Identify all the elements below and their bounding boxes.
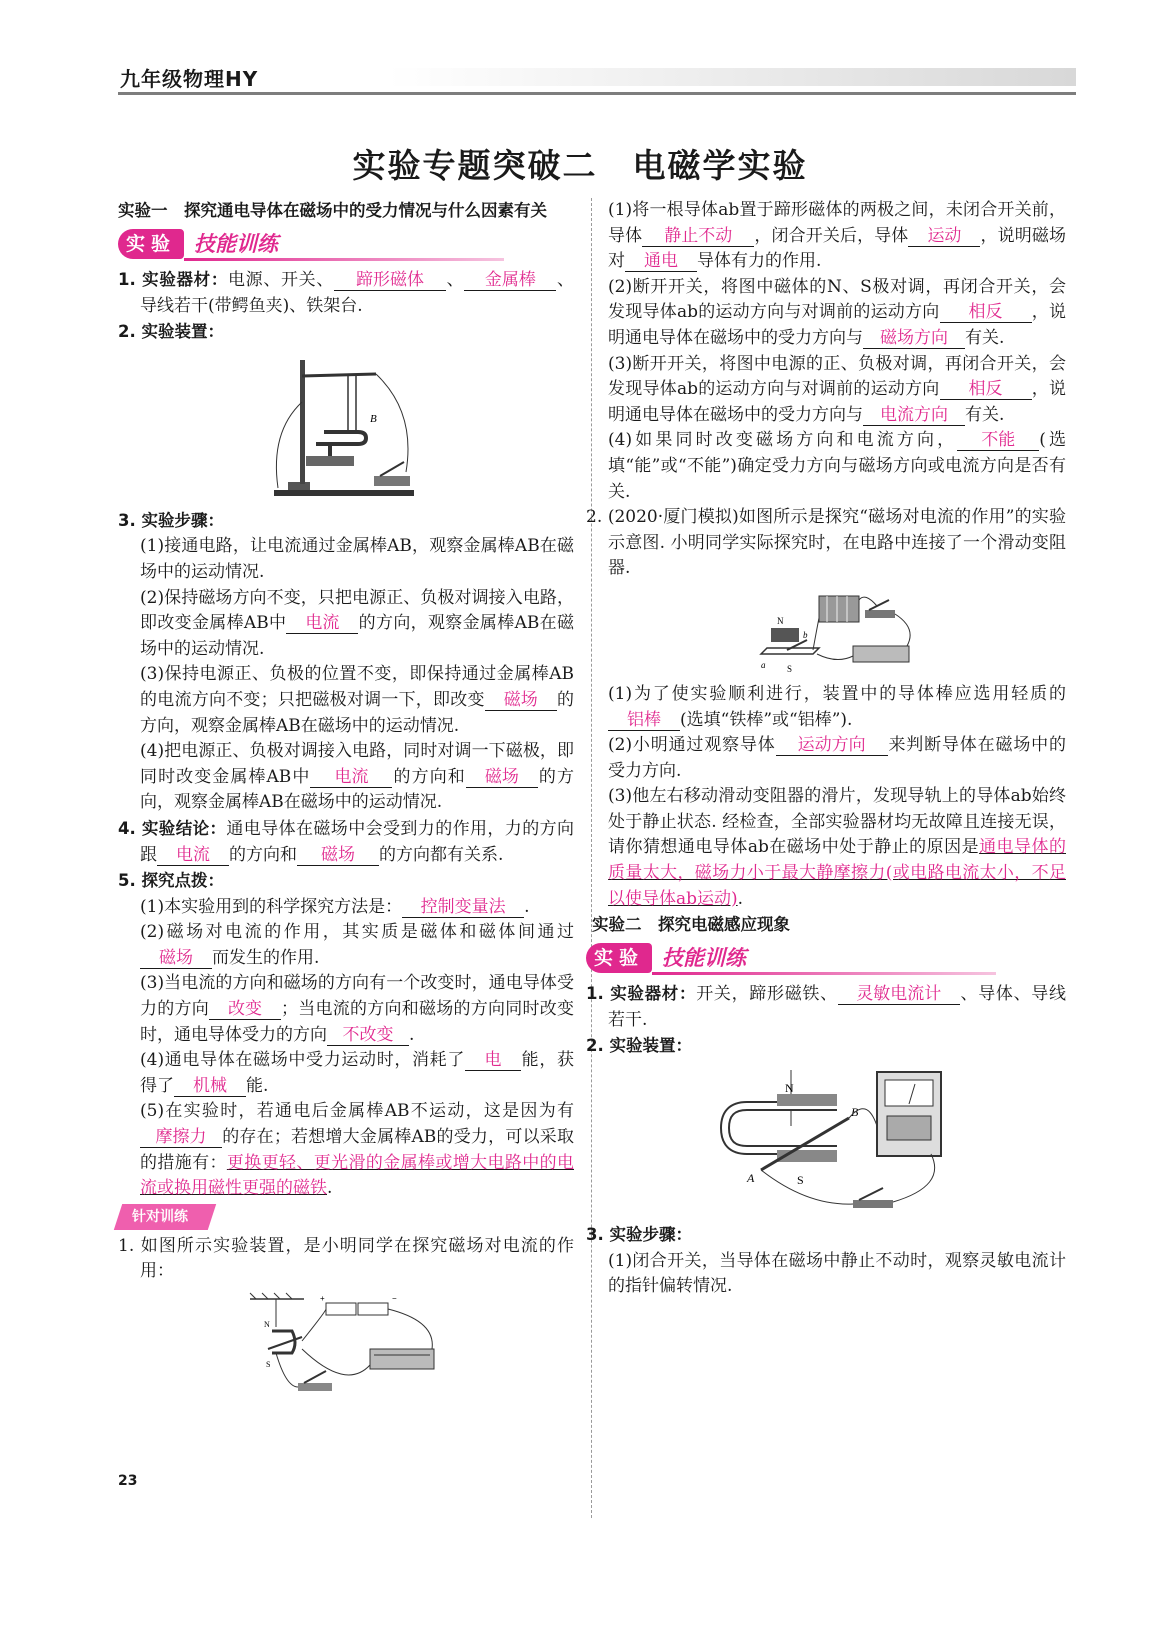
answer-blank: 机械 [174, 1077, 246, 1097]
banner-skill: 技能训练 [194, 232, 278, 256]
header-band [388, 68, 1076, 86]
answer-blank: 改变 [209, 1000, 281, 1020]
q2-part-1: (1)为了使实验顺利进行，装置中的导体棒应选用轻质的铝棒 (选填“铁棒”或“铝棒”). [608, 683, 1066, 730]
answer-blank: 蹄形磁体 [334, 271, 446, 291]
step-apparatus: 2. 实验装置： [118, 322, 224, 342]
answer-blank: 电流方向 [863, 406, 965, 426]
practice-tag: 针对训练 [114, 1204, 216, 1230]
figure-label: N [785, 1081, 794, 1096]
figure-label: + [320, 1294, 325, 1303]
figure-label: b [803, 629, 808, 640]
skill-banner-2 [586, 939, 1066, 977]
answer-blank: 电流 [286, 614, 358, 634]
figure-label: N [264, 1320, 270, 1329]
figure-label: S [797, 1173, 804, 1188]
answer-blank: 更换更轻、更光滑的金属棒或增大电路中的电流或换用磁性更强的磁铁 [140, 1152, 574, 1199]
exp2-title: 实验二 探究电磁感应现象 [592, 915, 790, 935]
answer-blank: 磁场 [466, 768, 538, 788]
skill-banner [118, 225, 574, 263]
left-column [118, 198, 574, 1407]
answer-blank: 通电 [625, 252, 697, 272]
figure-label: B [370, 412, 377, 425]
tip-2: (2)磁场对电流的作用，其实质是磁体和磁体间通过磁场 而发生的作用. [140, 922, 574, 968]
exp2-procedure-1: (1)闭合开关，当导体在磁场中静止不动时，观察灵敏电流计的指针偏转情况. [608, 1250, 1066, 1297]
answer-blank: 灵敏电流计 [838, 985, 960, 1005]
answer-blank: 磁场方向 [863, 329, 965, 349]
answer-blank: 磁场 [140, 949, 212, 969]
page-header [118, 62, 1076, 95]
tip-3: (3)当电流的方向和磁场的方向有一个改变时，通电导体受力的方向 改变 ；当电流的方向和磁场的方向同时改变时，通电导体受力的方向 不改变 . [140, 973, 574, 1045]
q1-part-3: (3)断开开关，将图中电源的正、负极对调，再闭合开关，会发现导体ab的运动方向与对调前的运动方向 相反 ，说明通电导体在磁场中的受力方向与 电流方向 有关. [608, 353, 1066, 425]
exp2-materials: 1. 实验器材：开关，蹄形磁铁、 灵敏电流计 、导体、导线若干. [586, 984, 1067, 1030]
banner-underline [652, 972, 996, 975]
answer-blank: 相反 [940, 380, 1032, 400]
apparatus-figure-2 [246, 1291, 446, 1401]
answer-blank: 不改变 [327, 1026, 409, 1046]
banner-pill: 实验 [586, 943, 652, 973]
exp2-procedure: 3. 实验步骤： [586, 1225, 692, 1245]
answer-blank: 相反 [940, 303, 1032, 323]
apparatus-figure-1 [266, 352, 426, 502]
page-title: 实验专题突破二 电磁学实验 [352, 146, 808, 185]
figure-label: B [851, 1105, 859, 1120]
procedure-2: (2)保持磁场方向不变，只把电源正、负极对调接入电路，即改变金属棒AB中 电流 的方向，观察金属棒AB在磁场中的运动情况. [140, 587, 574, 659]
apparatus-figure-4 [717, 1066, 957, 1216]
answer-blank: 电流 [310, 768, 392, 788]
answer-blank: 通电导体的质量太大，磁场力小于最大静摩擦力(或电路电流太小，不足以使导体ab运动) [608, 837, 1066, 909]
answer-blank: 电流 [157, 846, 229, 866]
tip-1: (1)本实验用到的科学探究方法是： 控制变量法 . [140, 896, 530, 917]
step-tips: 5. 探究点拨： [118, 871, 224, 891]
answer-blank: 控制变量法 [402, 898, 524, 918]
answer-blank: 不能 [957, 431, 1039, 451]
q1-part-2: (2)断开开关，将图中磁体的N、S极对调，再闭合开关，会发现导体ab的运动方向与对调前的运动方向 相反 ，说明通电导体在磁场中的受力方向与 磁场方向 有关. [608, 276, 1066, 348]
header-text: 九年级物理HY [120, 67, 259, 91]
q2-part-2: (2)小明通过观察导体 运动方向 来判断导体在磁场中的受力方向. [608, 735, 1066, 781]
step-procedure: 3. 实验步骤： [118, 510, 224, 530]
answer-blank: 磁场 [297, 846, 379, 866]
exp2-apparatus: 2. 实验装置： [586, 1036, 692, 1056]
answer-blank: 磁场 [485, 691, 557, 711]
answer-blank: 金属棒 [464, 271, 556, 291]
answer-blank: 运动 [908, 227, 980, 247]
banner-skill: 技能训练 [662, 946, 746, 971]
q1-part-4: (4)如果同时改变磁场方向和电流方向， 不能 (选填“能”或“不能”)确定受力方向与磁场方向或电流方向是否有关. [608, 430, 1066, 502]
answer-blank: 铝棒 [608, 711, 680, 731]
right-column [586, 198, 1067, 1300]
exp1-title: 实验一 探究通电导体在磁场中的受力情况与什么因素有关 [118, 201, 547, 220]
procedure-1: (1)接通电路，让电流通过金属棒AB，观察金属棒AB在磁场中的运动情况. [140, 536, 574, 582]
answer-blank: 摩擦力 [140, 1128, 222, 1148]
tip-5: (5)在实验时，若通电后金属棒AB不运动，这是因为有摩擦力 的存在；若想增大金属棒AB的受力，可以采取的措施有：更换更轻、更光滑的金属棒或增大电路中的电流或换用磁性更强的磁铁. [140, 1101, 574, 1199]
page-number: 23 [118, 1473, 138, 1489]
figure-label: S [266, 1360, 271, 1369]
tip-4: (4)通电导体在磁场中受力运动时，消耗了 电 能，获得了 机械 能. [140, 1050, 574, 1096]
procedure-4: (4)把电源正、负极对调接入电路，同时对调一下磁极，即同时改变金属棒AB中 电流 的方向和 磁场 的方向，观察金属棒AB在磁场中的运动情况. [140, 741, 575, 813]
figure-label: a [761, 659, 766, 670]
question-1: 1. 如图所示实验装置，是小明同学在探究磁场对电流的作用： [118, 1235, 574, 1282]
apparatus-figure-3 [757, 588, 917, 676]
figure-label: A [747, 1171, 755, 1186]
banner-underline [184, 258, 504, 261]
q2-part-3: (3)他左右移动滑动变阻器的滑片，发现导轨上的导体ab始终处于静止状态. 经检查，全部实验器材均无故障且连接无误，请你猜想通电导体ab在磁场中处于静止的原因是通电导体的质量太大，磁场力小于最大静摩擦力(或电路电流太小，不足以使导体ab运动). [608, 786, 1066, 909]
figure-label: S [787, 663, 793, 674]
answer-blank: 静止不动 [642, 227, 754, 247]
procedure-3: (3)保持电源正、负极的位置不变，即保持通过金属棒AB的电流方向不变；只把磁极对调一下，即改变 磁场 的方向，观察金属棒AB在磁场中的运动情况. [140, 664, 575, 736]
step-materials: 1. 实验器材：电源、开关、 蹄形磁体 、 金属棒 、导线若干(带鳄鱼夹)、铁架台. [118, 270, 575, 316]
question-2: 2. (2020·厦门模拟)如图所示是探究“磁场对电流的作用”的实验示意图. 小明同学实际探究时，在电路中连接了一个滑动变阻器. [586, 507, 1066, 579]
step-conclusion: 4. 实验结论：通电导体在磁场中会受到力的作用，力的方向跟 电流 的方向和 磁场 的方向都有关系. [118, 818, 575, 865]
banner-pill: 实验 [118, 229, 184, 259]
q1-part-1: (1)将一根导体ab置于蹄形磁体的两极之间，未闭合开关前，导体 静止不动 ，闭合开关后，导体 运动 ，说明磁场对 通电 导体有力的作用. [608, 200, 1067, 272]
figure-label: − [392, 1294, 397, 1303]
column-divider [591, 198, 592, 1518]
answer-blank: 电 [465, 1051, 521, 1071]
answer-blank: 运动方向 [776, 736, 888, 756]
figure-label: N [777, 615, 784, 626]
